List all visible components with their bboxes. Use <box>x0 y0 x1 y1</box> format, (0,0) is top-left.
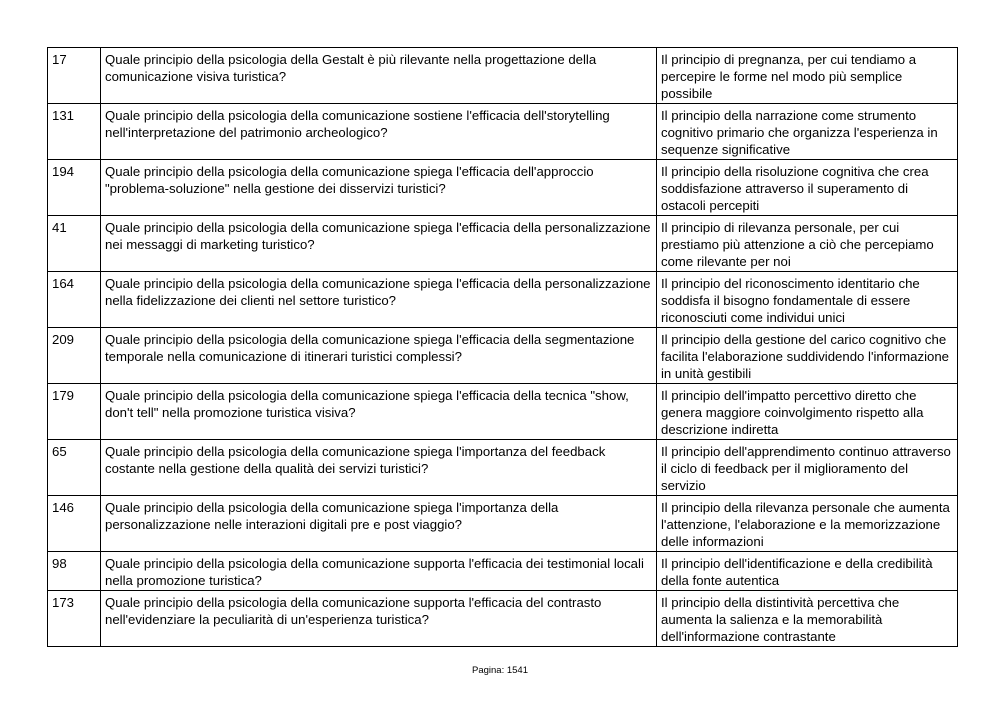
row-question: Quale principio della psicologia della comunicazione spiega l'efficacia della personalizzazione nella fidelizzazione dei clienti nel settore turistico? <box>101 272 657 328</box>
table-row <box>48 328 958 384</box>
row-question: Quale principio della psicologia della comunicazione spiega l'efficacia della segmentazione temporale nella comunicazione di itinerari turistici complessi? <box>101 328 657 384</box>
table-row <box>48 496 958 552</box>
row-answer: Il principio dell'identificazione e della credibilità della fonte autentica <box>657 552 958 591</box>
table-row <box>48 384 958 440</box>
row-id: 98 <box>48 552 101 591</box>
table-row <box>48 48 958 104</box>
row-answer: Il principio della gestione del carico cognitivo che facilita l'elaborazione suddividendo l'informazione in unità gestibili <box>657 328 958 384</box>
row-answer: Il principio della distintività percettiva che aumenta la salienza e la memorabilità dell'informazione contrastante <box>657 591 958 647</box>
row-answer: Il principio della rilevanza personale che aumenta l'attenzione, l'elaborazione e la memorizzazione delle informazioni <box>657 496 958 552</box>
row-id: 65 <box>48 440 101 496</box>
row-id: 209 <box>48 328 101 384</box>
qa-table <box>47 47 958 647</box>
row-id: 17 <box>48 48 101 104</box>
row-id: 146 <box>48 496 101 552</box>
page-number: Pagina: 1541 <box>472 665 528 676</box>
table-row <box>48 160 958 216</box>
table-row <box>48 591 958 647</box>
row-question: Quale principio della psicologia della comunicazione spiega l'importanza del feedback costante nella gestione della qualità dei servizi turistici? <box>101 440 657 496</box>
row-question: Quale principio della psicologia della comunicazione supporta l'efficacia dei testimonial locali nella promozione turistica? <box>101 552 657 591</box>
row-id: 194 <box>48 160 101 216</box>
row-question: Quale principio della psicologia della comunicazione spiega l'efficacia della personalizzazione nei messaggi di marketing turistico? <box>101 216 657 272</box>
row-answer: Il principio dell'impatto percettivo diretto che genera maggiore coinvolgimento rispetto alla descrizione indiretta <box>657 384 958 440</box>
row-question: Quale principio della psicologia della comunicazione spiega l'efficacia dell'approccio "problema-soluzione" nella gestione dei disservizi turistici? <box>101 160 657 216</box>
row-answer: Il principio della risoluzione cognitiva che crea soddisfazione attraverso il superamento di ostacoli percepiti <box>657 160 958 216</box>
row-id: 131 <box>48 104 101 160</box>
row-id: 173 <box>48 591 101 647</box>
row-question: Quale principio della psicologia della comunicazione sostiene l'efficacia dell'storytelling nell'interpretazione del patrimonio archeologico? <box>101 104 657 160</box>
row-answer: Il principio dell'apprendimento continuo attraverso il ciclo di feedback per il miglioramento del servizio <box>657 440 958 496</box>
row-id: 179 <box>48 384 101 440</box>
table-row <box>48 216 958 272</box>
row-answer: Il principio del riconoscimento identitario che soddisfa il bisogno fondamentale di essere riconosciuti come individui unici <box>657 272 958 328</box>
row-question: Quale principio della psicologia della comunicazione supporta l'efficacia del contrasto nell'evidenziare la peculiarità di un'esperienza turistica? <box>101 591 657 647</box>
row-answer: Il principio della narrazione come strumento cognitivo primario che organizza l'esperienza in sequenze significative <box>657 104 958 160</box>
table-row <box>48 272 958 328</box>
row-id: 41 <box>48 216 101 272</box>
row-answer: Il principio di pregnanza, per cui tendiamo a percepire le forme nel modo più semplice possibile <box>657 48 958 104</box>
row-id: 164 <box>48 272 101 328</box>
row-question: Quale principio della psicologia della Gestalt è più rilevante nella progettazione della comunicazione visiva turistica? <box>101 48 657 104</box>
row-question: Quale principio della psicologia della comunicazione spiega l'efficacia della tecnica "show, don't tell" nella promozione turistica visiva? <box>101 384 657 440</box>
table-row <box>48 440 958 496</box>
table-row <box>48 104 958 160</box>
row-question: Quale principio della psicologia della comunicazione spiega l'importanza della personalizzazione nelle interazioni digitali pre e post viaggio? <box>101 496 657 552</box>
table-row <box>48 552 958 591</box>
row-answer: Il principio di rilevanza personale, per cui prestiamo più attenzione a ciò che percepiamo come rilevante per noi <box>657 216 958 272</box>
